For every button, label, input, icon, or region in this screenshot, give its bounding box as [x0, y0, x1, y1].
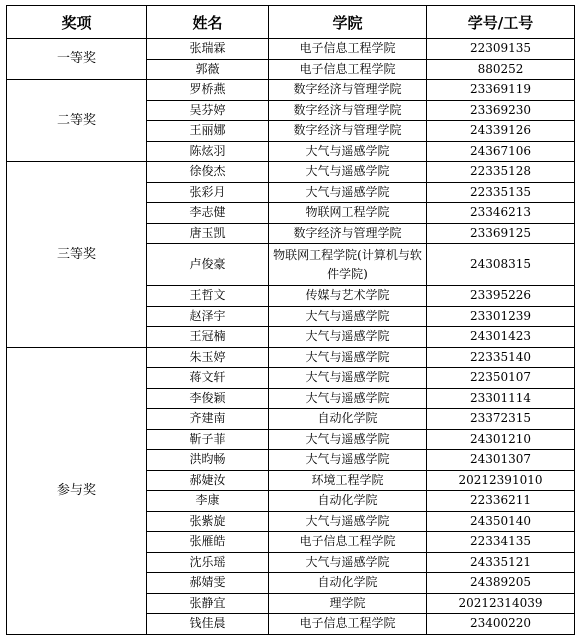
college-name: 大气与遥感学院: [269, 162, 427, 183]
student-name: 张紫旋: [147, 511, 269, 532]
student-id: 22335128: [427, 162, 575, 183]
student-id: 22334135: [427, 532, 575, 553]
student-id: 23346213: [427, 203, 575, 224]
student-id: 23369230: [427, 100, 575, 121]
college-name: 电子信息工程学院: [269, 59, 427, 80]
student-id: 24350140: [427, 511, 575, 532]
college-name: 大气与遥感学院: [269, 182, 427, 203]
student-id: 23301114: [427, 388, 575, 409]
college-name: 大气与遥感学院: [269, 347, 427, 368]
college-name: 大气与遥感学院: [269, 450, 427, 471]
student-id: 24367106: [427, 141, 575, 162]
college-name: 电子信息工程学院: [269, 614, 427, 635]
student-name: 卢俊豪: [147, 244, 269, 286]
college-name: 大气与遥感学院: [269, 429, 427, 450]
student-name: 郝婧雯: [147, 573, 269, 594]
header-award: 奖项: [7, 6, 147, 39]
student-name: 钱佳晨: [147, 614, 269, 635]
student-name: 靳子菲: [147, 429, 269, 450]
student-name: 洪昀畅: [147, 450, 269, 471]
student-name: 唐玉凯: [147, 223, 269, 244]
college-name: 大气与遥感学院: [269, 511, 427, 532]
college-name: 传媒与艺术学院: [269, 286, 427, 307]
college-name: 大气与遥感学院: [269, 306, 427, 327]
college-name: 数字经济与管理学院: [269, 100, 427, 121]
student-name: 王哲文: [147, 286, 269, 307]
college-name: 大气与遥感学院: [269, 368, 427, 389]
college-name: 自动化学院: [269, 409, 427, 430]
header-name: 姓名: [147, 6, 269, 39]
student-id: 23400220: [427, 614, 575, 635]
college-name-text: 物联网工程学院(计算机与软件学院): [273, 247, 422, 281]
student-name: 李康: [147, 491, 269, 512]
student-name: 王冠楠: [147, 327, 269, 348]
award-first: 一等奖: [7, 39, 147, 80]
student-name: 张静宜: [147, 593, 269, 614]
college-name: 大气与遥感学院: [269, 552, 427, 573]
college-name: 物联网工程学院: [269, 203, 427, 224]
table-row: [7, 80, 575, 101]
student-id: 22335140: [427, 347, 575, 368]
student-id: 23301239: [427, 306, 575, 327]
college-name: 电子信息工程学院: [269, 39, 427, 60]
college-name: 数字经济与管理学院: [269, 80, 427, 101]
college-name: 自动化学院: [269, 491, 427, 512]
table-row: [7, 162, 575, 183]
student-name: 张雁皓: [147, 532, 269, 553]
student-id: 22350107: [427, 368, 575, 389]
student-id: 20212391010: [427, 470, 575, 491]
college-name: 大气与遥感学院: [269, 388, 427, 409]
table-row: [7, 39, 575, 60]
college-name: 理学院: [269, 593, 427, 614]
student-id: 23369125: [427, 223, 575, 244]
student-id: 23372315: [427, 409, 575, 430]
college-name: 大气与遥感学院: [269, 141, 427, 162]
student-id: 24301307: [427, 450, 575, 471]
college-name: [269, 244, 427, 286]
student-id: 24389205: [427, 573, 575, 594]
student-id: 24339126: [427, 121, 575, 142]
student-id: 22335135: [427, 182, 575, 203]
student-name: 郭薇: [147, 59, 269, 80]
student-name: 吴芬婷: [147, 100, 269, 121]
student-name: 张瑞霖: [147, 39, 269, 60]
award-second: 二等奖: [7, 80, 147, 162]
college-name: 数字经济与管理学院: [269, 121, 427, 142]
student-name: 王丽娜: [147, 121, 269, 142]
student-name: 郝婕汝: [147, 470, 269, 491]
student-id: 22309135: [427, 39, 575, 60]
student-name: 张彩月: [147, 182, 269, 203]
student-id: 20212314039: [427, 593, 575, 614]
header-college: 学院: [269, 6, 427, 39]
award-participation: 参与奖: [7, 347, 147, 634]
college-name: 环境工程学院: [269, 470, 427, 491]
student-id: 23369119: [427, 80, 575, 101]
student-id: 23395226: [427, 286, 575, 307]
student-name: 赵泽宇: [147, 306, 269, 327]
award-third: 三等奖: [7, 162, 147, 348]
college-name: 自动化学院: [269, 573, 427, 594]
student-name: 沈乐瑶: [147, 552, 269, 573]
student-id: 880252: [427, 59, 575, 80]
student-id: 24301210: [427, 429, 575, 450]
table-row: [7, 347, 575, 368]
student-id: 24308315: [427, 244, 575, 286]
student-name: 蒋文轩: [147, 368, 269, 389]
award-winners-table: [6, 5, 575, 635]
table-header-row: [7, 6, 575, 39]
header-id: 学号/工号: [427, 6, 575, 39]
student-name: 齐建南: [147, 409, 269, 430]
student-name: 罗桥燕: [147, 80, 269, 101]
college-name: 大气与遥感学院: [269, 327, 427, 348]
student-id: 24301423: [427, 327, 575, 348]
student-name: 李俊颖: [147, 388, 269, 409]
student-name: 朱玉婷: [147, 347, 269, 368]
college-name: 数字经济与管理学院: [269, 223, 427, 244]
student-name: 李志健: [147, 203, 269, 224]
student-name: 陈炫羽: [147, 141, 269, 162]
student-id: 22336211: [427, 491, 575, 512]
student-name: 徐俊杰: [147, 162, 269, 183]
student-id: 24335121: [427, 552, 575, 573]
college-name: 电子信息工程学院: [269, 532, 427, 553]
